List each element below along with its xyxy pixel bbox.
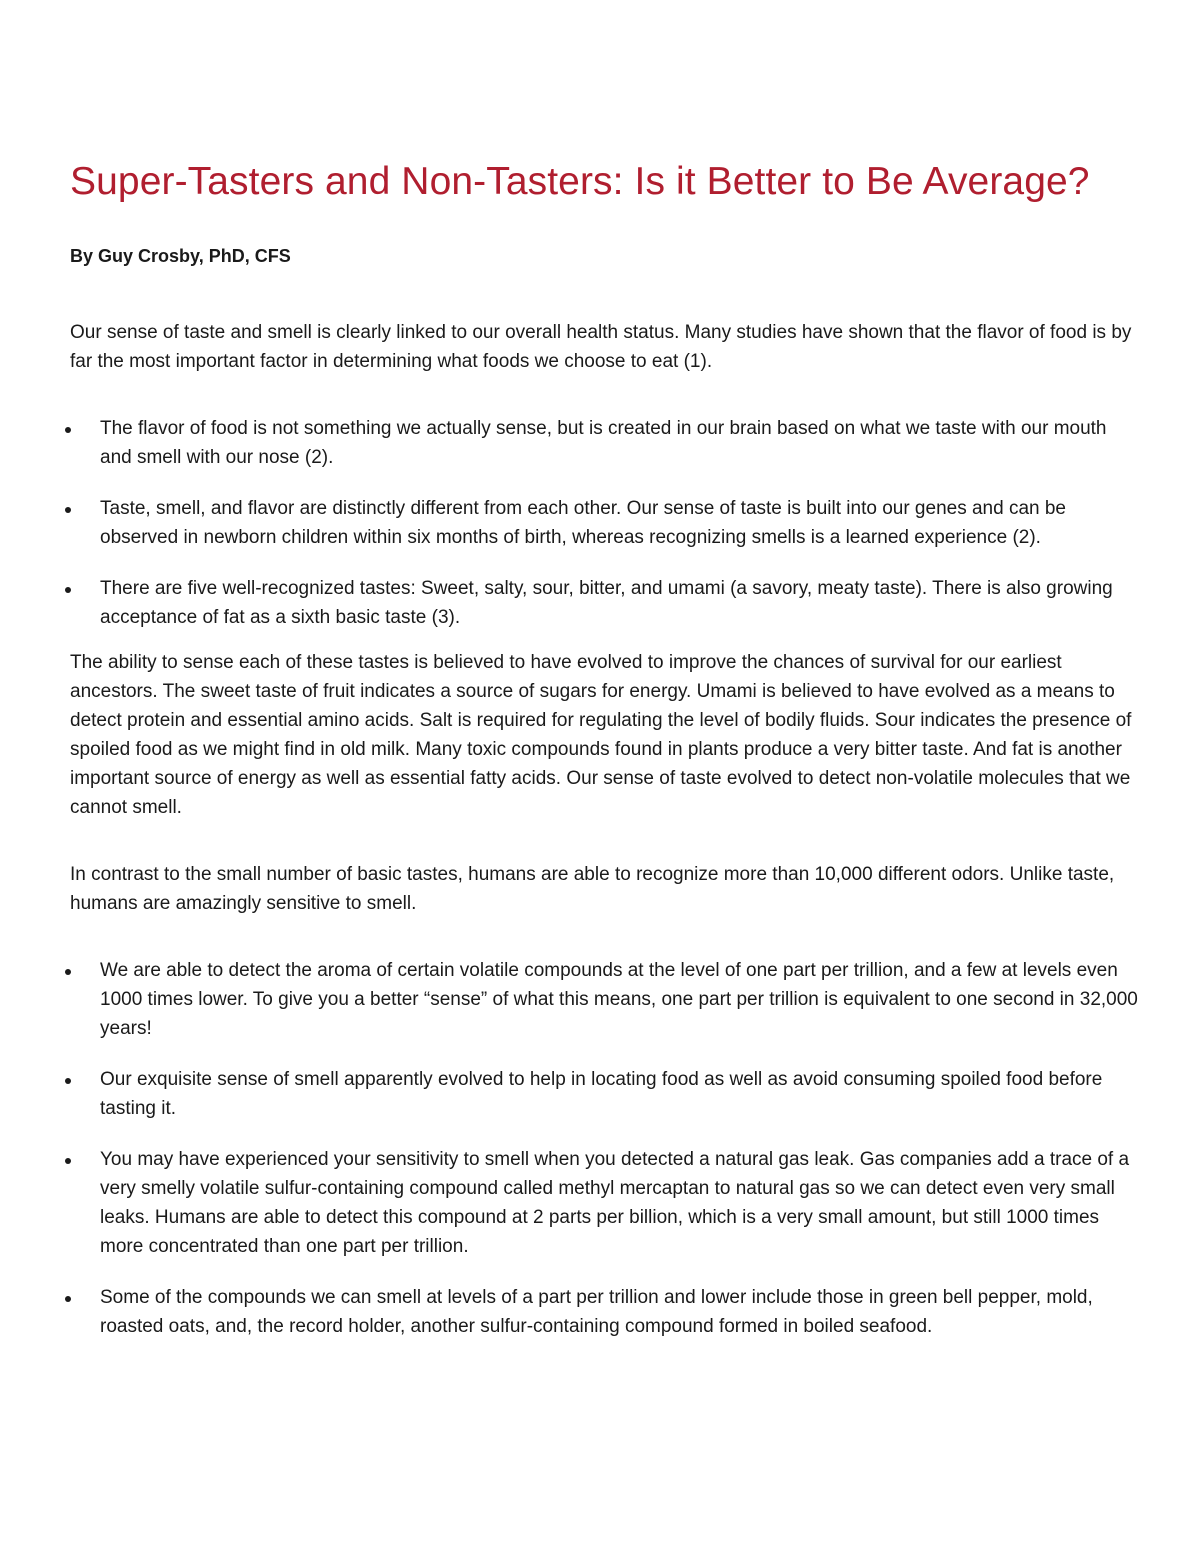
bullet-icon (65, 427, 71, 433)
bullet-icon (65, 507, 71, 513)
list-item-text: Some of the compounds we can smell at levels of a part per trillion and lower include those in green bell pepper, mold, roasted oats, and, the record holder, another sulfur-containing compound formed in boiled seafood. (100, 1287, 1093, 1337)
list-item-text: You may have experienced your sensitivity to smell when you detected a natural gas leak. Gas companies add a trace of a very smelly volatile sulfur-containing compound called methyl mercaptan to natural gas so we can detect even very small leaks. Humans are able to detect this compound at 2 parts per billion, which is a very small amount, but still 1000 times more concentrated than one part per trillion. (100, 1149, 1130, 1257)
list-item (70, 414, 1140, 472)
article (70, 155, 1140, 1363)
list-item (70, 494, 1140, 552)
byline: By Guy Crosby, PhD, CFS (70, 246, 291, 266)
list-item (70, 956, 1140, 1043)
list-item (70, 1065, 1140, 1123)
intro-paragraph: Our sense of taste and smell is clearly linked to our overall health status. Many studies have shown that the flavor of food is by far the most important factor in determining what foods we choose to eat (1). (70, 322, 1132, 372)
bullet-icon (65, 1158, 71, 1164)
list-item (70, 574, 1140, 632)
list-item-text: There are five well-recognized tastes: Sweet, salty, sour, bitter, and umami (a savory, meaty taste). There is also growing acceptance of fat as a sixth basic taste (3). (100, 578, 1113, 628)
bullet-icon (65, 1078, 71, 1084)
bullet-icon (65, 969, 71, 975)
list-item-text: Our exquisite sense of smell apparently evolved to help in locating food as well as avoid consuming spoiled food before tasting it. (100, 1069, 1103, 1119)
list-item (70, 1283, 1140, 1341)
bullet-list-smell (70, 956, 1140, 1341)
bullet-icon (65, 1296, 71, 1302)
smell-intro-paragraph: In contrast to the small number of basic tastes, humans are able to recognize more than 10,000 different odors. Unlike taste, humans are amazingly sensitive to smell. (70, 864, 1115, 914)
list-item (70, 1145, 1140, 1261)
list-item-text: The flavor of food is not something we actually sense, but is created in our brain based on what we taste with our mouth and smell with our nose (2). (100, 418, 1107, 468)
list-item-text: We are able to detect the aroma of certain volatile compounds at the level of one part per trillion, and a few at levels even 1000 times lower. To give you a better “sense” of what this means, one part per trillion is equivalent to one second in 32,000 years! (100, 960, 1138, 1039)
list-item-text: Taste, smell, and flavor are distinctly different from each other. Our sense of taste is built into our genes and can be observed in newborn children within six months of birth, whereas recognizing smells is a learned experience (2). (100, 498, 1067, 548)
taste-evolution-paragraph: The ability to sense each of these tastes is believed to have evolved to improve the chances of survival for our earliest ancestors. The sweet taste of fruit indicates a source of sugars for energy. Umami is believed to have evolved as a means to detect protein and essential amino acids. Salt is required for regulating the level of bodily fluids. Sour indicates the presence of spoiled food as we might find in old milk. Many toxic compounds found in plants produce a very bitter taste. And fat is another important source of energy as well as essential fatty acids. Our sense of taste evolved to detect non-volatile molecules that we cannot smell. (70, 652, 1132, 818)
bullet-icon (65, 587, 71, 593)
bullet-list-taste (70, 414, 1140, 632)
article-title: Super-Tasters and Non-Tasters: Is it Better to Be Average? (70, 160, 1090, 203)
